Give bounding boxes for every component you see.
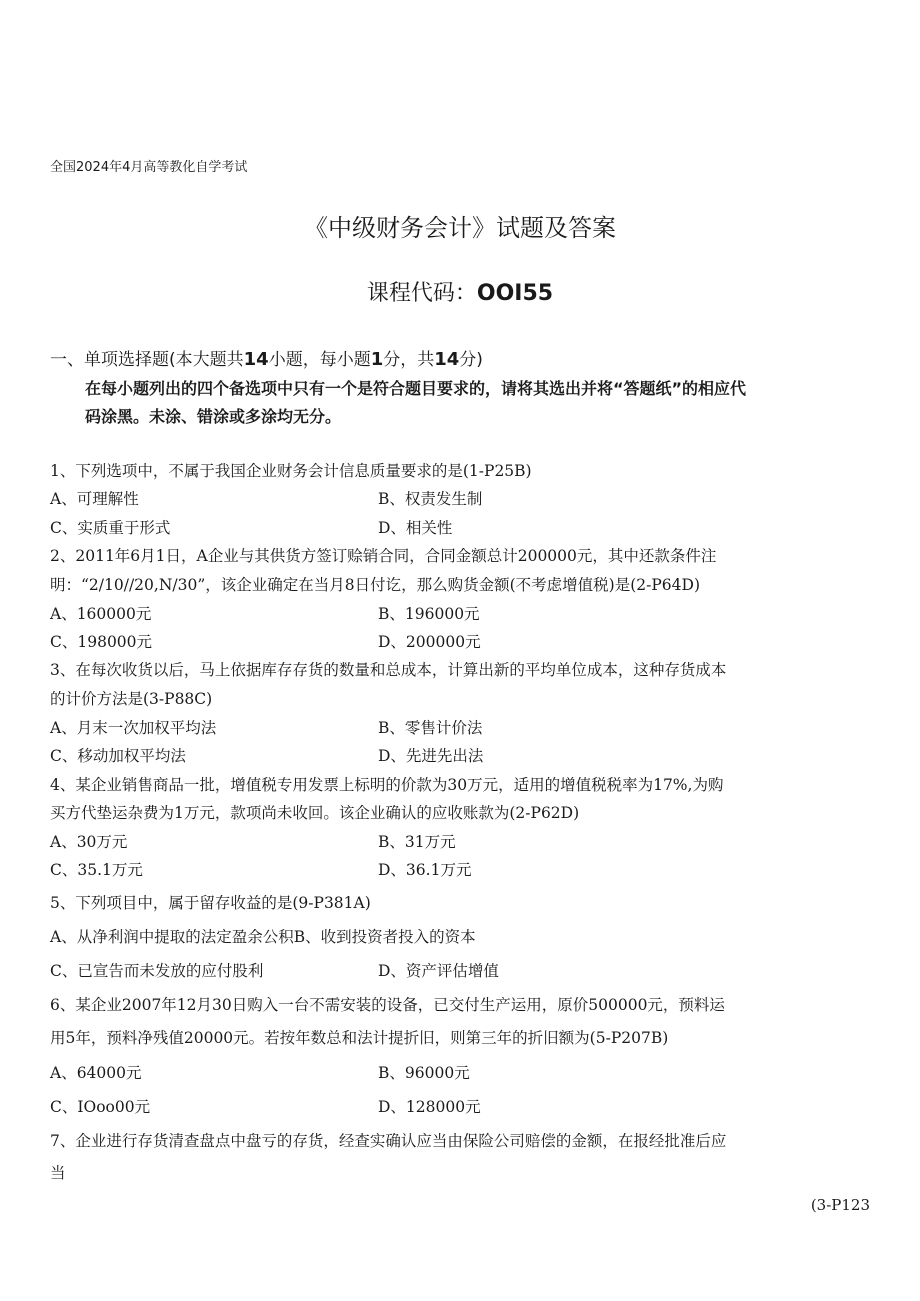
course-code-value: OOI55 xyxy=(476,281,554,306)
option-c: C、实质重于形式 xyxy=(50,519,171,537)
option-a-b-combined: A、从净利润中提取的法定盈余公积B、收到投资者投入的资本 xyxy=(50,928,476,946)
option-d: D、36.1万元 xyxy=(378,861,472,879)
option-d: D、200000元 xyxy=(378,633,481,651)
option-b: B、96000元 xyxy=(378,1064,470,1082)
option-b: B、零售计价法 xyxy=(378,719,483,737)
option-c: C、移动加权平均法 xyxy=(50,747,186,765)
question-text: 5、下列项目中，属于留存收益的是(9-P381A) xyxy=(50,894,371,912)
option-b: B、权责发生制 xyxy=(378,490,483,508)
option-b: B、31万元 xyxy=(378,833,456,851)
question-text: 4、某企业销售商品一批，增值税专用发票上标明的价款为30万元，适用的增值税税率为17%,为购 xyxy=(50,776,724,794)
course-code-label: 课程代码： xyxy=(366,281,477,306)
question-text-cont: 买方代垫运杂费为1万元，款项尚未收回。该企业确认的应收账款为(2-P62D) xyxy=(50,804,580,822)
option-a: A、月末一次加权平均法 xyxy=(50,719,217,737)
section-heading xyxy=(50,345,483,370)
option-c: C、198000元 xyxy=(50,633,153,651)
option-c: C、IOoo00元 xyxy=(50,1098,151,1116)
page-reference: (3-P123 xyxy=(810,1196,870,1214)
question-text-cont: 的计价方法是(3-P88C) xyxy=(50,690,213,708)
section-heading-suffix: 分) xyxy=(459,350,483,370)
question-count: 14 xyxy=(243,349,269,370)
question-text: 7、企业进行存货清查盘点中盘亏的存货，经查实确认应当由保险公司赔偿的金额，在报经批准后应 xyxy=(50,1132,727,1150)
instruction-line-1: 在每小题列出的四个备选项中只有一个是符合题目要求的，请将其选出并将“答题纸”的相应代 xyxy=(85,379,747,398)
document-title: 《中级财务会计》试题及答案 xyxy=(304,214,616,242)
course-code-line xyxy=(0,276,920,307)
exam-header: 全国2024年4月高等教化自学考试 xyxy=(50,160,248,175)
option-c: C、35.1万元 xyxy=(50,861,143,879)
question-text-cont: 当 xyxy=(50,1164,66,1182)
option-d: D、相关性 xyxy=(378,519,453,537)
question-text: 6、某企业2007年12月30日购入一台不需安装的设备，已交付生产运用，原价500000元，预料运 xyxy=(50,996,725,1014)
option-d: D、资产评估增值 xyxy=(378,962,499,980)
question-text: 3、在每次收货以后，马上依据库存存货的数量和总成本，计算出新的平均单位成本，这种存货成本 xyxy=(50,661,727,679)
option-d: D、先进先出法 xyxy=(378,747,484,765)
option-b: B、196000元 xyxy=(378,605,480,623)
question-text: 2、2011年6月1日，A企业与其供货方签订赊销合同，合同金额总计200000元，其中还款条件注 xyxy=(50,547,717,565)
option-a: A、可理解性 xyxy=(50,490,139,508)
section-heading-mid2: 分，共 xyxy=(383,350,435,370)
question-text-cont: 明：“2/10//20,N/30”，该企业确定在当月8日付讫，那么购货金额(不考虑增值税)是(2-P64D) xyxy=(50,576,700,594)
question-text-cont: 用5年，预料净残值20000元。若按年数总和法计提折旧，则第三年的折旧额为(5-P207B) xyxy=(50,1029,669,1047)
instruction-line-2: 码涂黑。未涂、错涂或多涂均无分。 xyxy=(85,407,342,426)
option-c: C、已宣告而未发放的应付股利 xyxy=(50,962,264,980)
question-text: 1、下列选项中，不属于我国企业财务会计信息质量要求的是(1-P25B) xyxy=(50,462,532,480)
option-a: A、30万元 xyxy=(50,833,128,851)
option-a: A、64000元 xyxy=(50,1064,142,1082)
section-heading-mid1: 小题，每小题 xyxy=(268,350,371,370)
option-a: A、160000元 xyxy=(50,605,152,623)
total-points: 14 xyxy=(434,349,460,370)
section-heading-prefix: 一、单项选择题(本大题共 xyxy=(50,350,244,370)
points-each: 1 xyxy=(370,349,384,370)
option-d: D、128000元 xyxy=(378,1098,481,1116)
